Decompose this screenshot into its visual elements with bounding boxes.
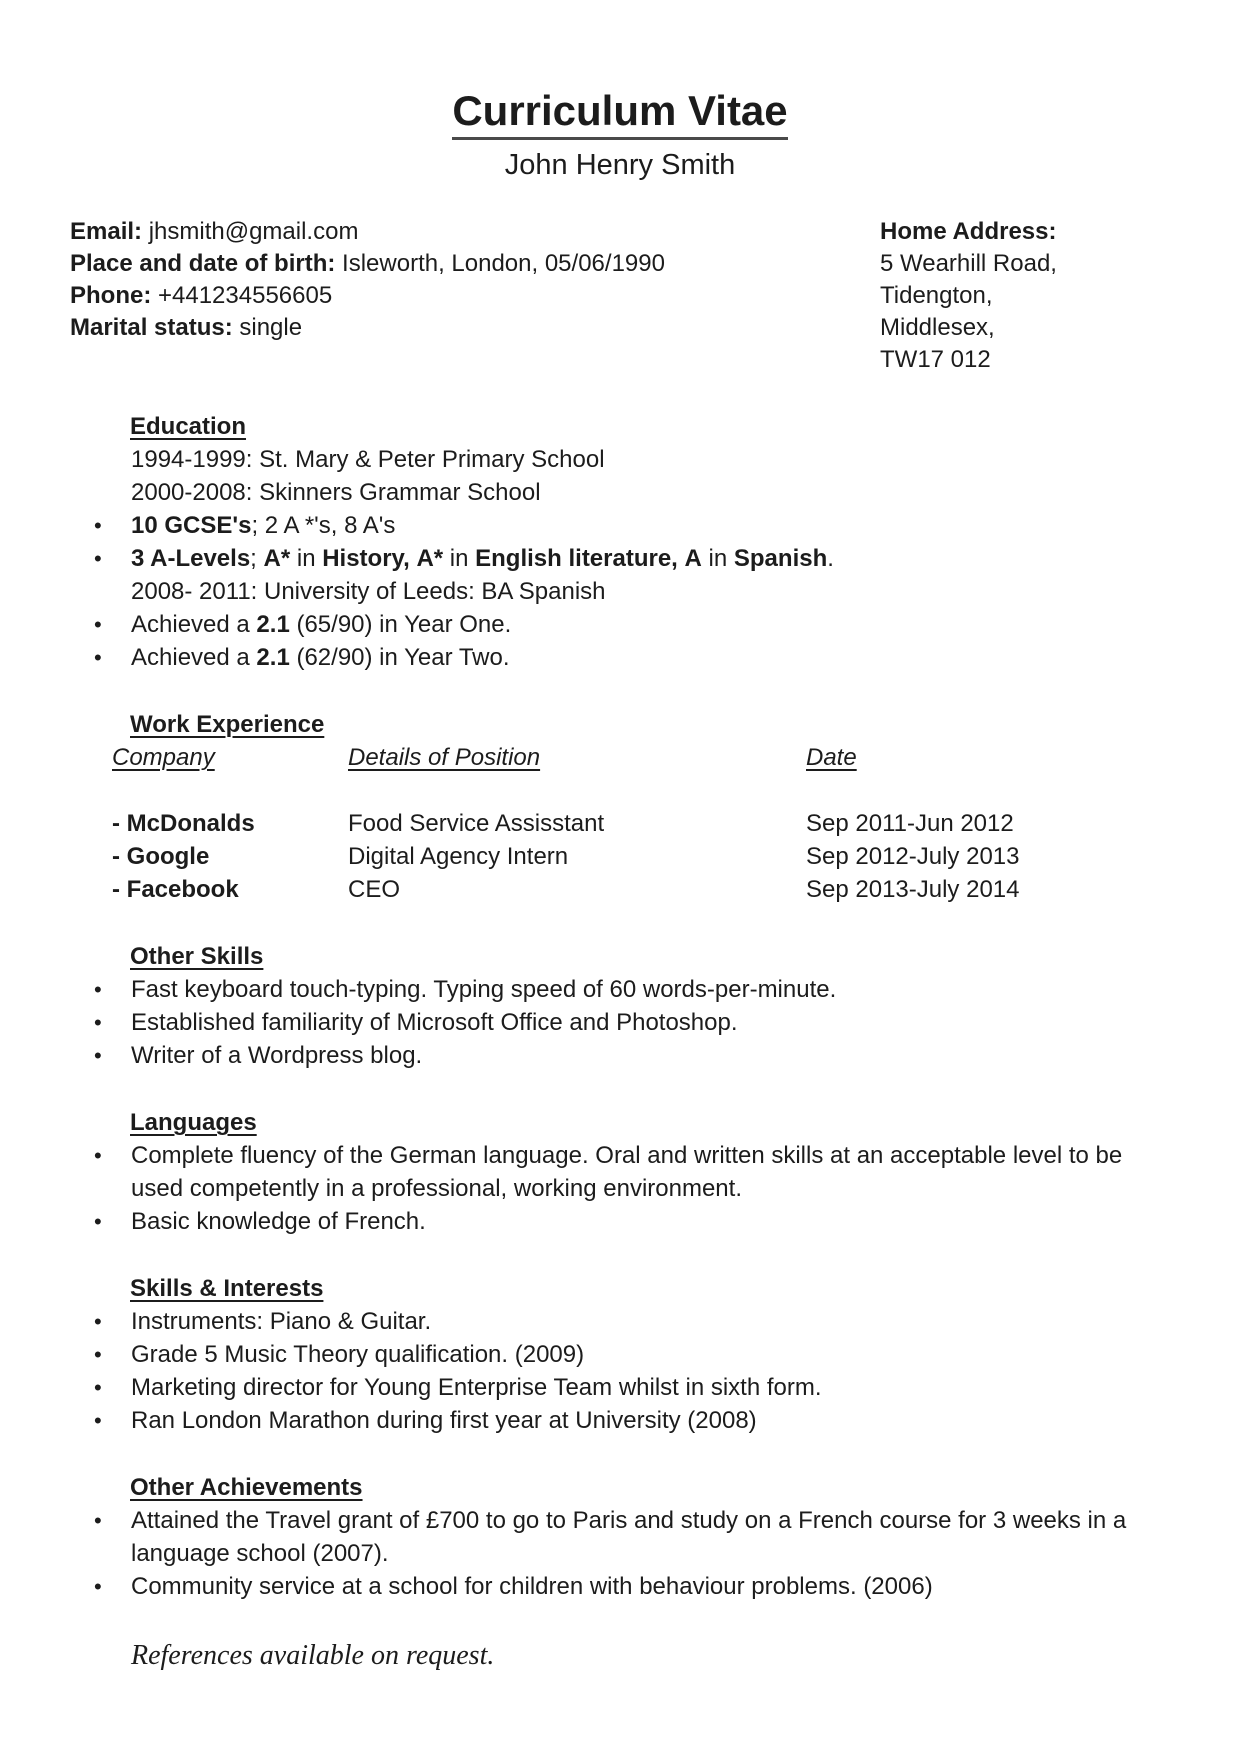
other-achievements-heading: Other Achievements xyxy=(130,1474,363,1501)
address-line: 5 Wearhill Road, xyxy=(880,250,1057,277)
col-company: Company xyxy=(112,744,215,771)
skills-interests-heading: Skills & Interests xyxy=(130,1275,324,1302)
contact-line-birth xyxy=(70,248,880,280)
page-title-text: Curriculum Vitae xyxy=(452,90,787,140)
work-header-cell xyxy=(348,741,806,774)
company-cell: - Google xyxy=(112,843,210,870)
col-position: Details of Position xyxy=(348,744,541,771)
work-header-cell xyxy=(112,741,348,774)
work-header-cell xyxy=(806,741,1240,774)
work-table-rows xyxy=(0,807,1240,906)
education-university: 2008- 2011: University of Leeds: BA Spanish xyxy=(131,578,606,605)
list-item: • Established familiarity of Microsoft Office and Photoshop. xyxy=(131,1006,1143,1039)
home-address-block xyxy=(880,216,1240,376)
education-year-two-item: • Achieved a 2.1 (62/90) in Year Two. xyxy=(131,641,1143,674)
section-skills-interests xyxy=(0,1272,1240,1437)
list-item: • Complete fluency of the German language. Oral and written skills at an acceptable level to be used competently in a professional, working environment. xyxy=(131,1139,1143,1205)
birth-value: Isleworth, London, 05/06/1990 xyxy=(335,250,665,277)
table-row xyxy=(112,807,1240,840)
section-other-achievements xyxy=(0,1471,1240,1603)
table-row xyxy=(112,840,1240,873)
position-cell: Digital Agency Intern xyxy=(348,843,569,870)
section-work-experience xyxy=(0,708,1240,906)
education-year-one-item: • Achieved a 2.1 (65/90) in Year One. xyxy=(131,608,1143,641)
list-item: • Basic knowledge of French. xyxy=(131,1205,1143,1238)
list-item: • Instruments: Piano & Guitar. xyxy=(131,1305,1143,1338)
other-skills-heading: Other Skills xyxy=(130,943,264,970)
address-line: TW17 012 xyxy=(880,346,991,373)
date-cell: Sep 2013-July 2014 xyxy=(806,876,1020,903)
address-label: Home Address: xyxy=(880,218,1057,245)
contact-line-marital xyxy=(70,312,880,344)
address-line: Tidengton, xyxy=(880,282,993,309)
marital-value: single xyxy=(232,314,303,341)
phone-label: Phone: xyxy=(70,282,152,309)
company-cell: - Facebook xyxy=(112,876,239,903)
list-item: • Grade 5 Music Theory qualification. (2009) xyxy=(131,1338,1143,1371)
email-value: jhsmith@gmail.com xyxy=(142,218,359,245)
education-heading: Education xyxy=(130,413,247,440)
list-item: • Community service at a school for children with behaviour problems. (2006) xyxy=(131,1570,1143,1603)
position-cell: Food Service Assisstant xyxy=(348,810,605,837)
person-name: John Henry Smith xyxy=(504,149,736,181)
education-grammar-school: 2000-2008: Skinners Grammar School xyxy=(131,479,541,506)
contact-line-email xyxy=(70,216,880,248)
position-cell: CEO xyxy=(348,876,401,903)
list-item: • Fast keyboard touch-typing. Typing speed of 60 words-per-minute. xyxy=(131,973,1143,1006)
education-primary-school: 1994-1999: St. Mary & Peter Primary School xyxy=(131,446,605,473)
phone-value: +441234556605 xyxy=(151,282,333,309)
contact-details xyxy=(70,216,880,376)
company-cell: - McDonalds xyxy=(112,810,255,837)
list-item: • Writer of a Wordpress blog. xyxy=(131,1039,1143,1072)
work-table-header xyxy=(112,741,1240,774)
col-date: Date xyxy=(806,744,857,771)
references-note: References available on request. xyxy=(131,1640,495,1671)
section-education xyxy=(0,410,1240,674)
page-title xyxy=(0,87,1240,140)
section-other-skills xyxy=(0,940,1240,1072)
section-languages xyxy=(0,1106,1240,1238)
list-item: • Ran London Marathon during first year at University (2008) xyxy=(131,1404,1143,1437)
document-header xyxy=(0,87,1240,182)
list-item: • Attained the Travel grant of £700 to go to Paris and study on a French course for 3 weeks in a language school (2007). xyxy=(131,1504,1143,1570)
date-cell: Sep 2011-Jun 2012 xyxy=(806,810,1014,837)
contact-section xyxy=(0,216,1240,376)
address-line: Middlesex, xyxy=(880,314,995,341)
education-gcse-item: • 10 GCSE's; 2 A *'s, 8 A's xyxy=(131,509,1143,542)
work-heading: Work Experience xyxy=(130,711,325,738)
date-cell: Sep 2012-July 2013 xyxy=(806,843,1020,870)
list-item: • Marketing director for Young Enterprise Team whilst in sixth form. xyxy=(131,1371,1143,1404)
email-label: Email: xyxy=(70,218,143,245)
education-alevels-item: • 3 A-Levels; A* in History, A* in English literature, A in Spanish. xyxy=(131,542,1143,575)
table-row xyxy=(112,873,1240,906)
languages-heading: Languages xyxy=(130,1109,257,1136)
contact-line-phone xyxy=(70,280,880,312)
marital-label: Marital status: xyxy=(70,314,233,341)
birth-label: Place and date of birth: xyxy=(70,250,336,277)
